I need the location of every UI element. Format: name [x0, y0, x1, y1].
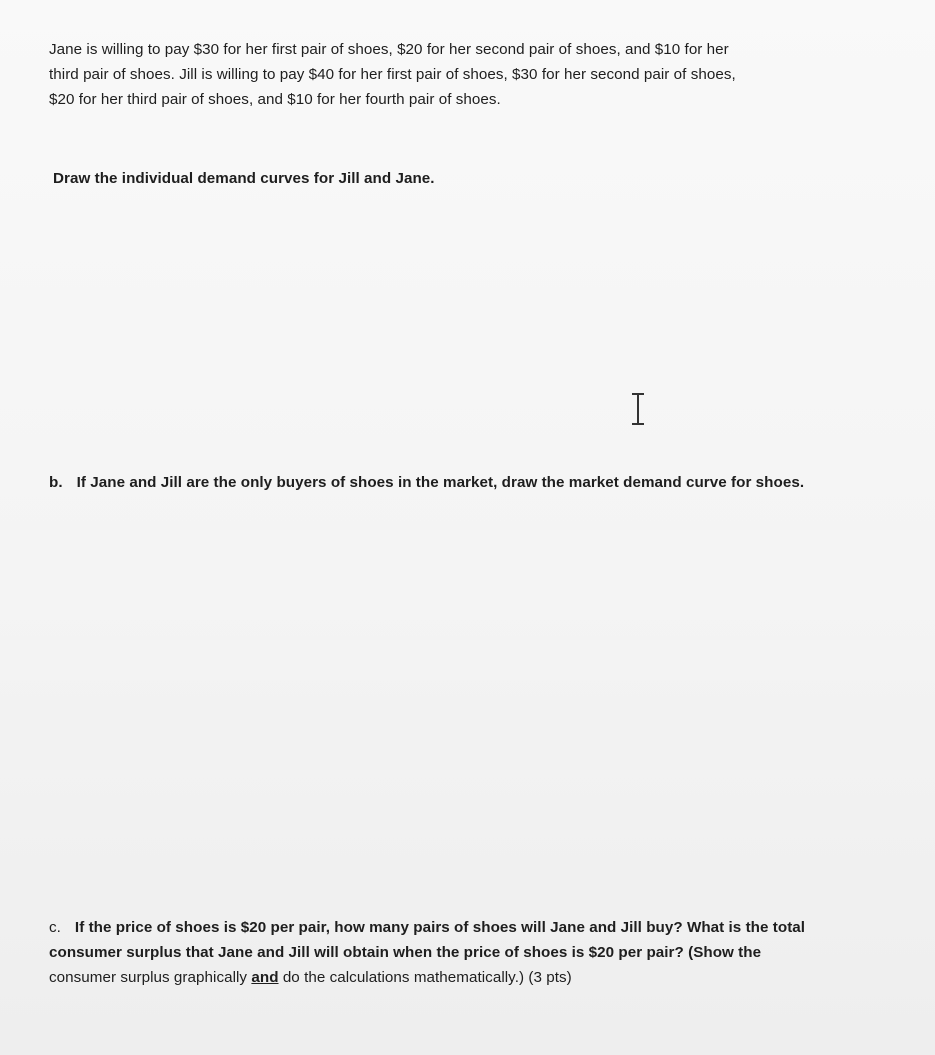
question-c [49, 915, 869, 990]
question-c-and-underlined: and [251, 969, 279, 986]
question-c-label: c. [49, 919, 61, 936]
text-cursor-icon [628, 392, 648, 426]
problem-line-1: Jane is willing to pay $30 for her first pair of shoes, $20 for her second pair of shoes, and $10 for her [49, 41, 729, 58]
question-c-line-1: If the price of shoes is $20 per pair, how many pairs of shoes will Jane and Jill buy? What is the total [74, 919, 806, 936]
problem-line-2: third pair of shoes. Jill is willing to pay $40 for her first pair of shoes, $30 for her second pair of shoes, [49, 66, 736, 83]
question-b-text: If Jane and Jill are the only buyers of shoes in the market, draw the market demand curve for shoes. [76, 474, 805, 491]
question-b [49, 470, 869, 495]
question-c-line-2: consumer surplus that Jane and Jill will obtain when the price of shoes is $20 per pair? (Show the [49, 944, 762, 961]
question-c-line-3-start: consumer surplus graphically [49, 969, 248, 986]
problem-statement [49, 37, 869, 112]
problem-line-3: $20 for her third pair of shoes, and $10 for her fourth pair of shoes. [49, 91, 501, 108]
question-c-line-3-end: do the calculations mathematically.) (3 pts) [282, 969, 572, 986]
question-b-label: b. [49, 474, 63, 491]
question-a-text: Draw the individual demand curves for Jill and Jane. [53, 170, 435, 187]
question-a [53, 166, 873, 191]
